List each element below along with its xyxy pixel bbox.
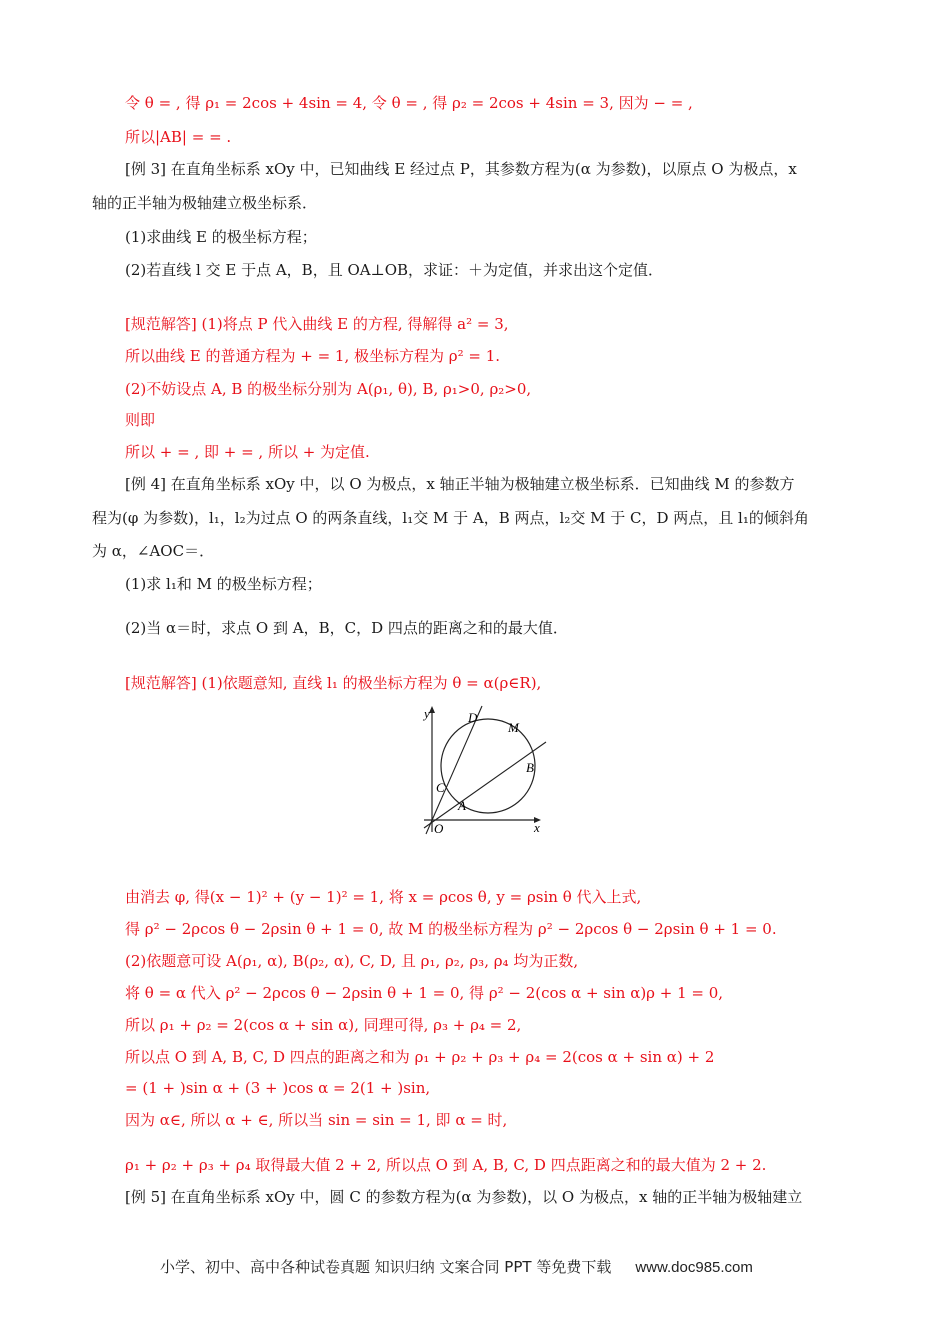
curve-m (441, 719, 535, 813)
label-d: D (468, 710, 478, 725)
text-line: 所以点 O 到 A, B, C, D 四点的距离之和为 ρ₁ + ρ₂ + ρ₃ + ρ₄ = 2(cos α + sin α) + 2 (125, 1048, 715, 1066)
example-5-heading: [例 5] 在直角坐标系 xOy 中，圆 C 的参数方程为(α 为参数)，以 O 为极点，x 轴的正半轴为极轴建立 (125, 1188, 803, 1206)
text-line: (1)求曲线 E 的极坐标方程； (125, 228, 317, 246)
text-line: = (1 + )sin α + (3 + )cos α = 2(1 + )sin, (125, 1079, 431, 1097)
text-line: 则即 (125, 411, 156, 429)
text-line: ρ₁ + ρ₂ + ρ₃ + ρ₄ 取得最大值 2 + 2, 所以点 O 到 A, B, C, D 四点距离之和的最大值为 2 + 2. (125, 1156, 767, 1174)
label-m: M (508, 720, 519, 735)
text-line: 为 α，∠AOC＝． (92, 542, 215, 560)
text-line: (2)当 α＝时，求点 O 到 A，B，C，D 四点的距离之和的最大值． (125, 619, 568, 637)
text-line: 将 θ = α 代入 ρ² − 2ρcos θ − 2ρsin θ + 1 = 0, 得 ρ² − 2(cos α + sin α)ρ + 1 = 0, (125, 984, 724, 1002)
text-line: (2)依题意可设 A(ρ₁, α), B(ρ₂, α), C, D, 且 ρ₁, ρ₂, ρ₃, ρ₄ 均为正数, (125, 952, 579, 970)
example-3-heading: [例 3] 在直角坐标系 xOy 中，已知曲线 E 经过点 P，其参数方程为(α 为参数)，以原点 O 为极点，x (125, 160, 797, 178)
line-l2 (426, 706, 482, 834)
text-line: 得 ρ² − 2ρcos θ − 2ρsin θ + 1 = 0, 故 M 的极坐标方程为 ρ² − 2ρcos θ − 2ρsin θ + 1 = 0. (125, 920, 777, 938)
text-line: 所以 ρ₁ + ρ₂ = 2(cos α + sin α), 同理可得, ρ₃ + ρ₄ = 2, (125, 1016, 522, 1034)
solution-heading: [规范解答] (1)将点 P 代入曲线 E 的方程, 得解得 a² = 3, (125, 315, 509, 333)
y-axis-arrow (429, 706, 435, 713)
text-line: 由消去 φ, 得(x − 1)² + (y − 1)² = 1, 将 x = ρcos θ, y = ρsin θ 代入上式, (125, 888, 642, 906)
label-a: A (458, 798, 466, 813)
solution-heading: [规范解答] (1)依题意知, 直线 l₁ 的极坐标方程为 θ = α(ρ∈R), (125, 674, 542, 692)
circle-diagram (410, 702, 570, 842)
text-line: 所以|AB| = = . (125, 128, 232, 146)
text-line: 所以曲线 E 的普通方程为 + = 1, 极坐标方程为 ρ² = 1. (125, 347, 501, 365)
page-footer (160, 1256, 753, 1277)
label-x: x (534, 820, 540, 835)
label-o: O (434, 821, 444, 836)
text-line: 程为(φ 为参数)，l₁，l₂为过点 O 的两条直线，l₁交 M 于 A，B 两点，l₂交 M 于 C，D 两点，且 l₁的倾斜角 (92, 509, 809, 527)
text-line: 所以 + = , 即 + = , 所以 + 为定值. (125, 443, 370, 461)
footer-text: 小学、初中、高中各种试卷真题 知识归纳 文案合同 PPT 等免费下载 (160, 1258, 612, 1276)
text-line: (2)不妨设点 A, B 的极坐标分别为 A(ρ₁, θ), B, ρ₁>0, ρ₂>0, (125, 380, 532, 398)
text-line: (1)求 l₁和 M 的极坐标方程； (125, 575, 322, 593)
text-line: 因为 α∈, 所以 α + ∈, 所以当 sin = sin = 1, 即 α = 时, (125, 1111, 508, 1129)
label-c: C (436, 780, 445, 795)
label-y: y (424, 706, 430, 721)
footer-url[interactable]: www.doc985.com (635, 1259, 753, 1276)
label-b: B (526, 760, 534, 775)
text-line: 令 θ = , 得 ρ₁ = 2cos + 4sin = 4, 令 θ = , 得 ρ₂ = 2cos + 4sin = 3, 因为 − = , (125, 94, 693, 112)
text-line: (2)若直线 l 交 E 于点 A，B，且 OA⊥OB，求证：＋为定值，并求出这个定值． (125, 261, 664, 279)
example-4-heading: [例 4] 在直角坐标系 xOy 中，以 O 为极点，x 轴正半轴为极轴建立极坐标系．已知曲线 M 的参数方 (125, 475, 795, 493)
text-line: 轴的正半轴为极轴建立极坐标系． (92, 194, 318, 212)
